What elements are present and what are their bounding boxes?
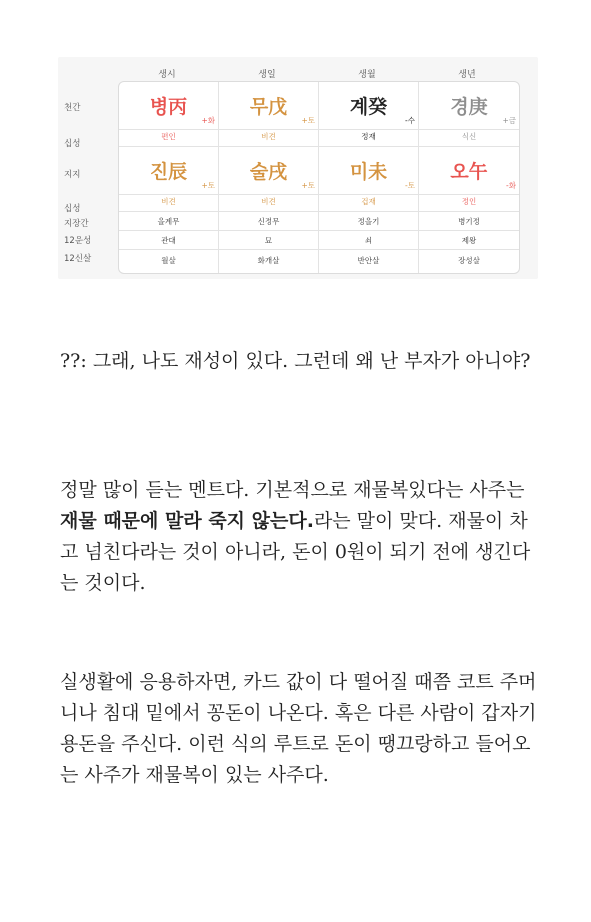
sipsung-bottom-cell: 비견: [119, 195, 219, 212]
saju-chart: [58, 57, 538, 279]
unseong-cell: 관대: [119, 231, 219, 250]
row-label-sipsung-top: 십성: [64, 139, 81, 149]
element-label: +화: [201, 116, 215, 125]
cheongan-cell-day: [219, 82, 319, 130]
sipsung-top-cell: 식신: [419, 130, 519, 147]
jijanggan-cell: 병기정: [419, 212, 519, 231]
row-label-sinsal: 12신살: [64, 254, 92, 264]
column-header-year: 생년: [458, 70, 476, 80]
sipsung-bottom-cell: 정인: [419, 195, 519, 212]
jijanggan-cell: 정을기: [319, 212, 419, 231]
jiji-text: 미未: [349, 161, 388, 183]
element-label: -화: [506, 181, 516, 190]
cheongan-cell-hour: [119, 82, 219, 130]
sipsung-bottom-cell: 겁재: [319, 195, 419, 212]
element-label: +토: [301, 116, 315, 125]
row-label-jiji: 지지: [64, 170, 81, 180]
sinsal-cell: 장성살: [458, 256, 480, 265]
cheongan-text: 무戊: [249, 96, 288, 118]
unseong-cell: 쇠: [319, 231, 419, 250]
cheongan-text: 경庚: [450, 96, 488, 118]
cheongan-text: 계癸: [349, 96, 388, 118]
element-label: +토: [301, 181, 315, 190]
row-label-cheongan: 천간: [64, 103, 81, 113]
paragraph-explanation: [60, 475, 540, 599]
unseong-cell: 묘: [219, 231, 319, 250]
jijanggan-cell: 을계무: [119, 212, 219, 231]
cheongan-cell-month: [319, 82, 419, 130]
sipsung-top-cell: 편인: [119, 130, 219, 147]
column-header-hour: 생시: [158, 70, 176, 80]
jiji-cell-day: [219, 147, 319, 195]
saju-grid: [118, 81, 520, 274]
sipsung-top-cell: 비견: [219, 130, 319, 147]
sinsal-cell: 월살: [119, 250, 219, 273]
row-label-jijanggan: 지장간: [64, 219, 89, 229]
paragraph-question: ??: 그래, 나도 재성이 있다. 그런데 왜 난 부자가 아니야?: [60, 350, 531, 372]
element-label: -토: [405, 181, 415, 190]
paragraph-example: 실생활에 응용하자면, 카드 값이 다 떨어질 때쯤 코트 주머니나 침대 밑에서 꽁돈이 나온다. 혹은 다른 사람이 갑자기 용돈을 주신다. 이런 식의 루트로 돈이 땡끄랑하고 들어오는 사주가 재물복이 있는 사주다.: [60, 671, 537, 786]
paragraph-text: 정말 많이 듣는 멘트다. 기본적으로 재물복있다는 사주는: [60, 479, 525, 501]
jiji-cell-year: [419, 147, 519, 195]
column-header-day: 생일: [258, 70, 276, 80]
row-label-unseong: 12운성: [64, 236, 92, 246]
cheongan-cell-year: [419, 82, 519, 130]
element-label: +토: [201, 181, 215, 190]
jiji-cell-month: [319, 147, 419, 195]
element-label: -수: [405, 116, 415, 125]
jiji-cell-hour: [119, 147, 219, 195]
element-label: +금: [502, 116, 516, 125]
row-label-sipsung-bottom: 십성: [64, 204, 81, 214]
paragraph-text: 라는 말이 맞다. 재물이 차고 넘친다라는 것이 아니라, 돈이 0원이 되기 전에 생긴다는 것이다.: [60, 510, 531, 594]
jiji-text: 술戌: [249, 161, 288, 183]
sinsal-cell: 화개살: [219, 250, 319, 273]
sipsung-top-cell: 정재: [319, 130, 419, 147]
jiji-text: 진辰: [149, 161, 188, 183]
cheongan-text: 병丙: [149, 96, 188, 118]
sinsal-cell: 반안살: [319, 250, 419, 273]
jijanggan-cell: 신정무: [219, 212, 319, 231]
unseong-cell: 제왕: [419, 231, 519, 250]
paragraph-emphasis: 재물 때문에 말라 죽지 않는다.: [60, 510, 314, 532]
jiji-text: 오午: [450, 161, 488, 183]
sipsung-bottom-cell: 비견: [219, 195, 319, 212]
column-header-month: 생월: [358, 70, 376, 80]
